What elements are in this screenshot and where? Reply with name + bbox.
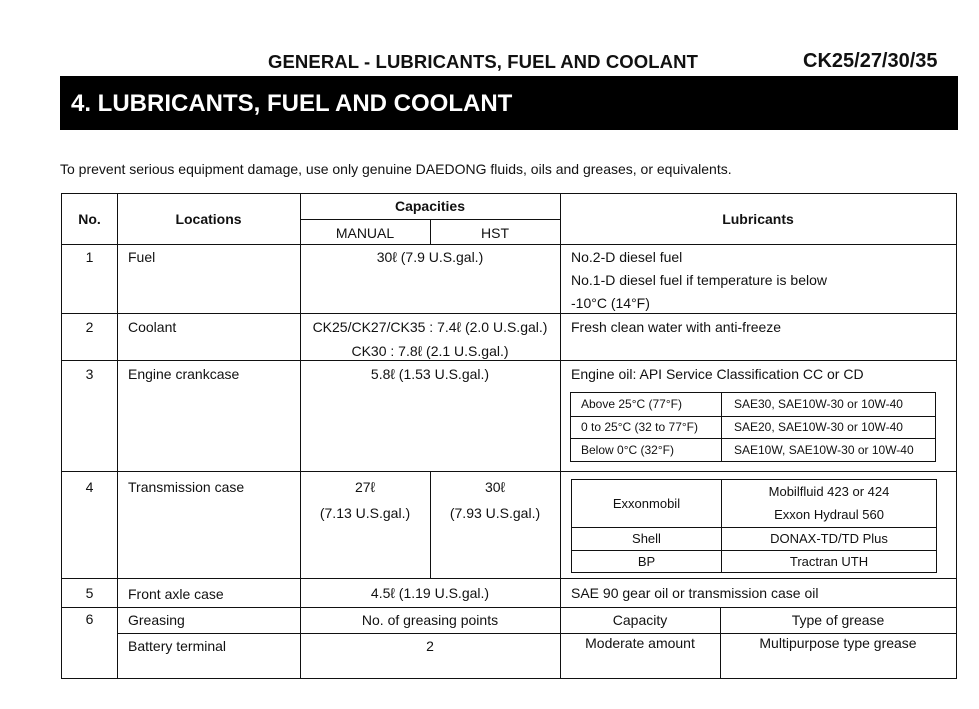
row-location: Fuel (128, 249, 156, 265)
hst-capacity-gal: (7.93 U.S.gal.) (449, 505, 541, 521)
row-lubricant-line: -10°C (14°F) (571, 295, 650, 311)
oil-viscosity-table (570, 392, 936, 462)
oil-grade: SAE10W, SAE10W-30 or 10W-40 (734, 443, 914, 457)
grid-line (721, 393, 722, 461)
grid-line (572, 550, 936, 551)
grid-line (62, 471, 956, 472)
row-lubricant: Fresh clean water with anti-freeze (571, 319, 782, 335)
col-header-locations: Locations (175, 211, 242, 227)
transmission-oil-table (571, 479, 937, 573)
chapter-banner (60, 78, 958, 130)
row-location: Engine crankcase (128, 366, 240, 382)
row-location: Front axle case (128, 586, 224, 602)
grid-line (117, 194, 118, 678)
grid-line (571, 416, 935, 417)
intro-text: To prevent serious equipment damage, use only genuine DAEDONG fluids, oils and greases, or equivalents. (60, 161, 732, 177)
grid-line (300, 194, 301, 678)
section-header-title: GENERAL - LUBRICANTS, FUEL AND COOLANT (268, 51, 698, 72)
row-number: 5 (85, 585, 94, 601)
row-capacity: 5.8ℓ (1.53 U.S.gal.) (370, 366, 490, 382)
row-number: 3 (85, 366, 94, 382)
greasing-capacity: Moderate amount (585, 635, 695, 651)
oil-brand: Shell (632, 531, 661, 546)
oil-brand: BP (637, 554, 656, 569)
greasing-location: Battery terminal (128, 638, 227, 654)
oil-product: DONAX-TD/TD Plus (770, 531, 888, 546)
oil-temp-range: 0 to 25°C (32 to 77°F) (581, 420, 698, 434)
row-capacity: CK30 : 7.8ℓ (2.1 U.S.gal.) (351, 343, 509, 359)
hst-capacity: 30ℓ (484, 479, 506, 495)
row-number: 1 (85, 249, 94, 265)
row-lubricant: SAE 90 gear oil or transmission case oil (571, 585, 819, 601)
col-header-hst: HST (481, 225, 509, 241)
grid-line (560, 194, 561, 678)
row-location: Coolant (128, 319, 177, 335)
row-lubricant: Engine oil: API Service Classification CC or CD (571, 366, 864, 382)
row-number: 4 (85, 479, 94, 495)
row-capacity: 30ℓ (7.9 U.S.gal.) (376, 249, 484, 265)
row-location: Transmission case (128, 479, 245, 495)
grid-line (62, 313, 956, 314)
grid-line (62, 360, 956, 361)
oil-product: Mobilfluid 423 or 424 (768, 484, 890, 499)
grid-line (300, 219, 560, 220)
oil-product: Tractran UTH (789, 554, 869, 569)
grid-line (62, 607, 956, 608)
grid-line (62, 244, 956, 245)
lubricants-table (61, 193, 957, 679)
row-capacity: 4.5ℓ (1.19 U.S.gal.) (370, 585, 490, 601)
grid-line (572, 527, 936, 528)
col-header-no: No. (78, 211, 101, 227)
manual-capacity-gal: (7.13 U.S.gal.) (319, 505, 411, 521)
row-capacity: CK25/CK27/CK35 : 7.4ℓ (2.0 U.S.gal.) (312, 319, 548, 335)
greasing-capacity-header: Capacity (612, 612, 668, 628)
greasing-points-header: No. of greasing points (361, 612, 499, 628)
oil-brand: Exxonmobil (612, 496, 681, 511)
oil-product: Exxon Hydraul 560 (774, 507, 884, 522)
oil-temp-range: Below 0°C (32°F) (581, 443, 674, 457)
grid-line (62, 578, 956, 579)
chapter-title: 4. LUBRICANTS, FUEL AND COOLANT (71, 90, 513, 117)
col-header-lubricants: Lubricants (722, 211, 794, 227)
grid-line (117, 633, 956, 634)
row-location: Greasing (128, 612, 185, 628)
oil-temp-range: Above 25°C (77°F) (581, 397, 682, 411)
col-header-capacities: Capacities (394, 198, 466, 214)
greasing-points: 2 (426, 638, 434, 654)
model-number: CK25/27/30/35 (803, 50, 938, 72)
row-number: 6 (85, 611, 94, 627)
row-number: 2 (85, 319, 94, 335)
col-header-manual: MANUAL (335, 225, 395, 241)
row-lubricant-line: No.1-D diesel fuel if temperature is below (571, 272, 828, 288)
grid-line (571, 438, 935, 439)
grease-type-header: Type of grease (791, 612, 885, 628)
oil-grade: SAE20, SAE10W-30 or 10W-40 (734, 420, 903, 434)
oil-grade: SAE30, SAE10W-30 or 10W-40 (734, 397, 903, 411)
row-lubricant-line: No.2-D diesel fuel (571, 249, 683, 265)
grease-type: Multipurpose type grease (759, 635, 917, 651)
manual-capacity: 27ℓ (354, 479, 376, 495)
